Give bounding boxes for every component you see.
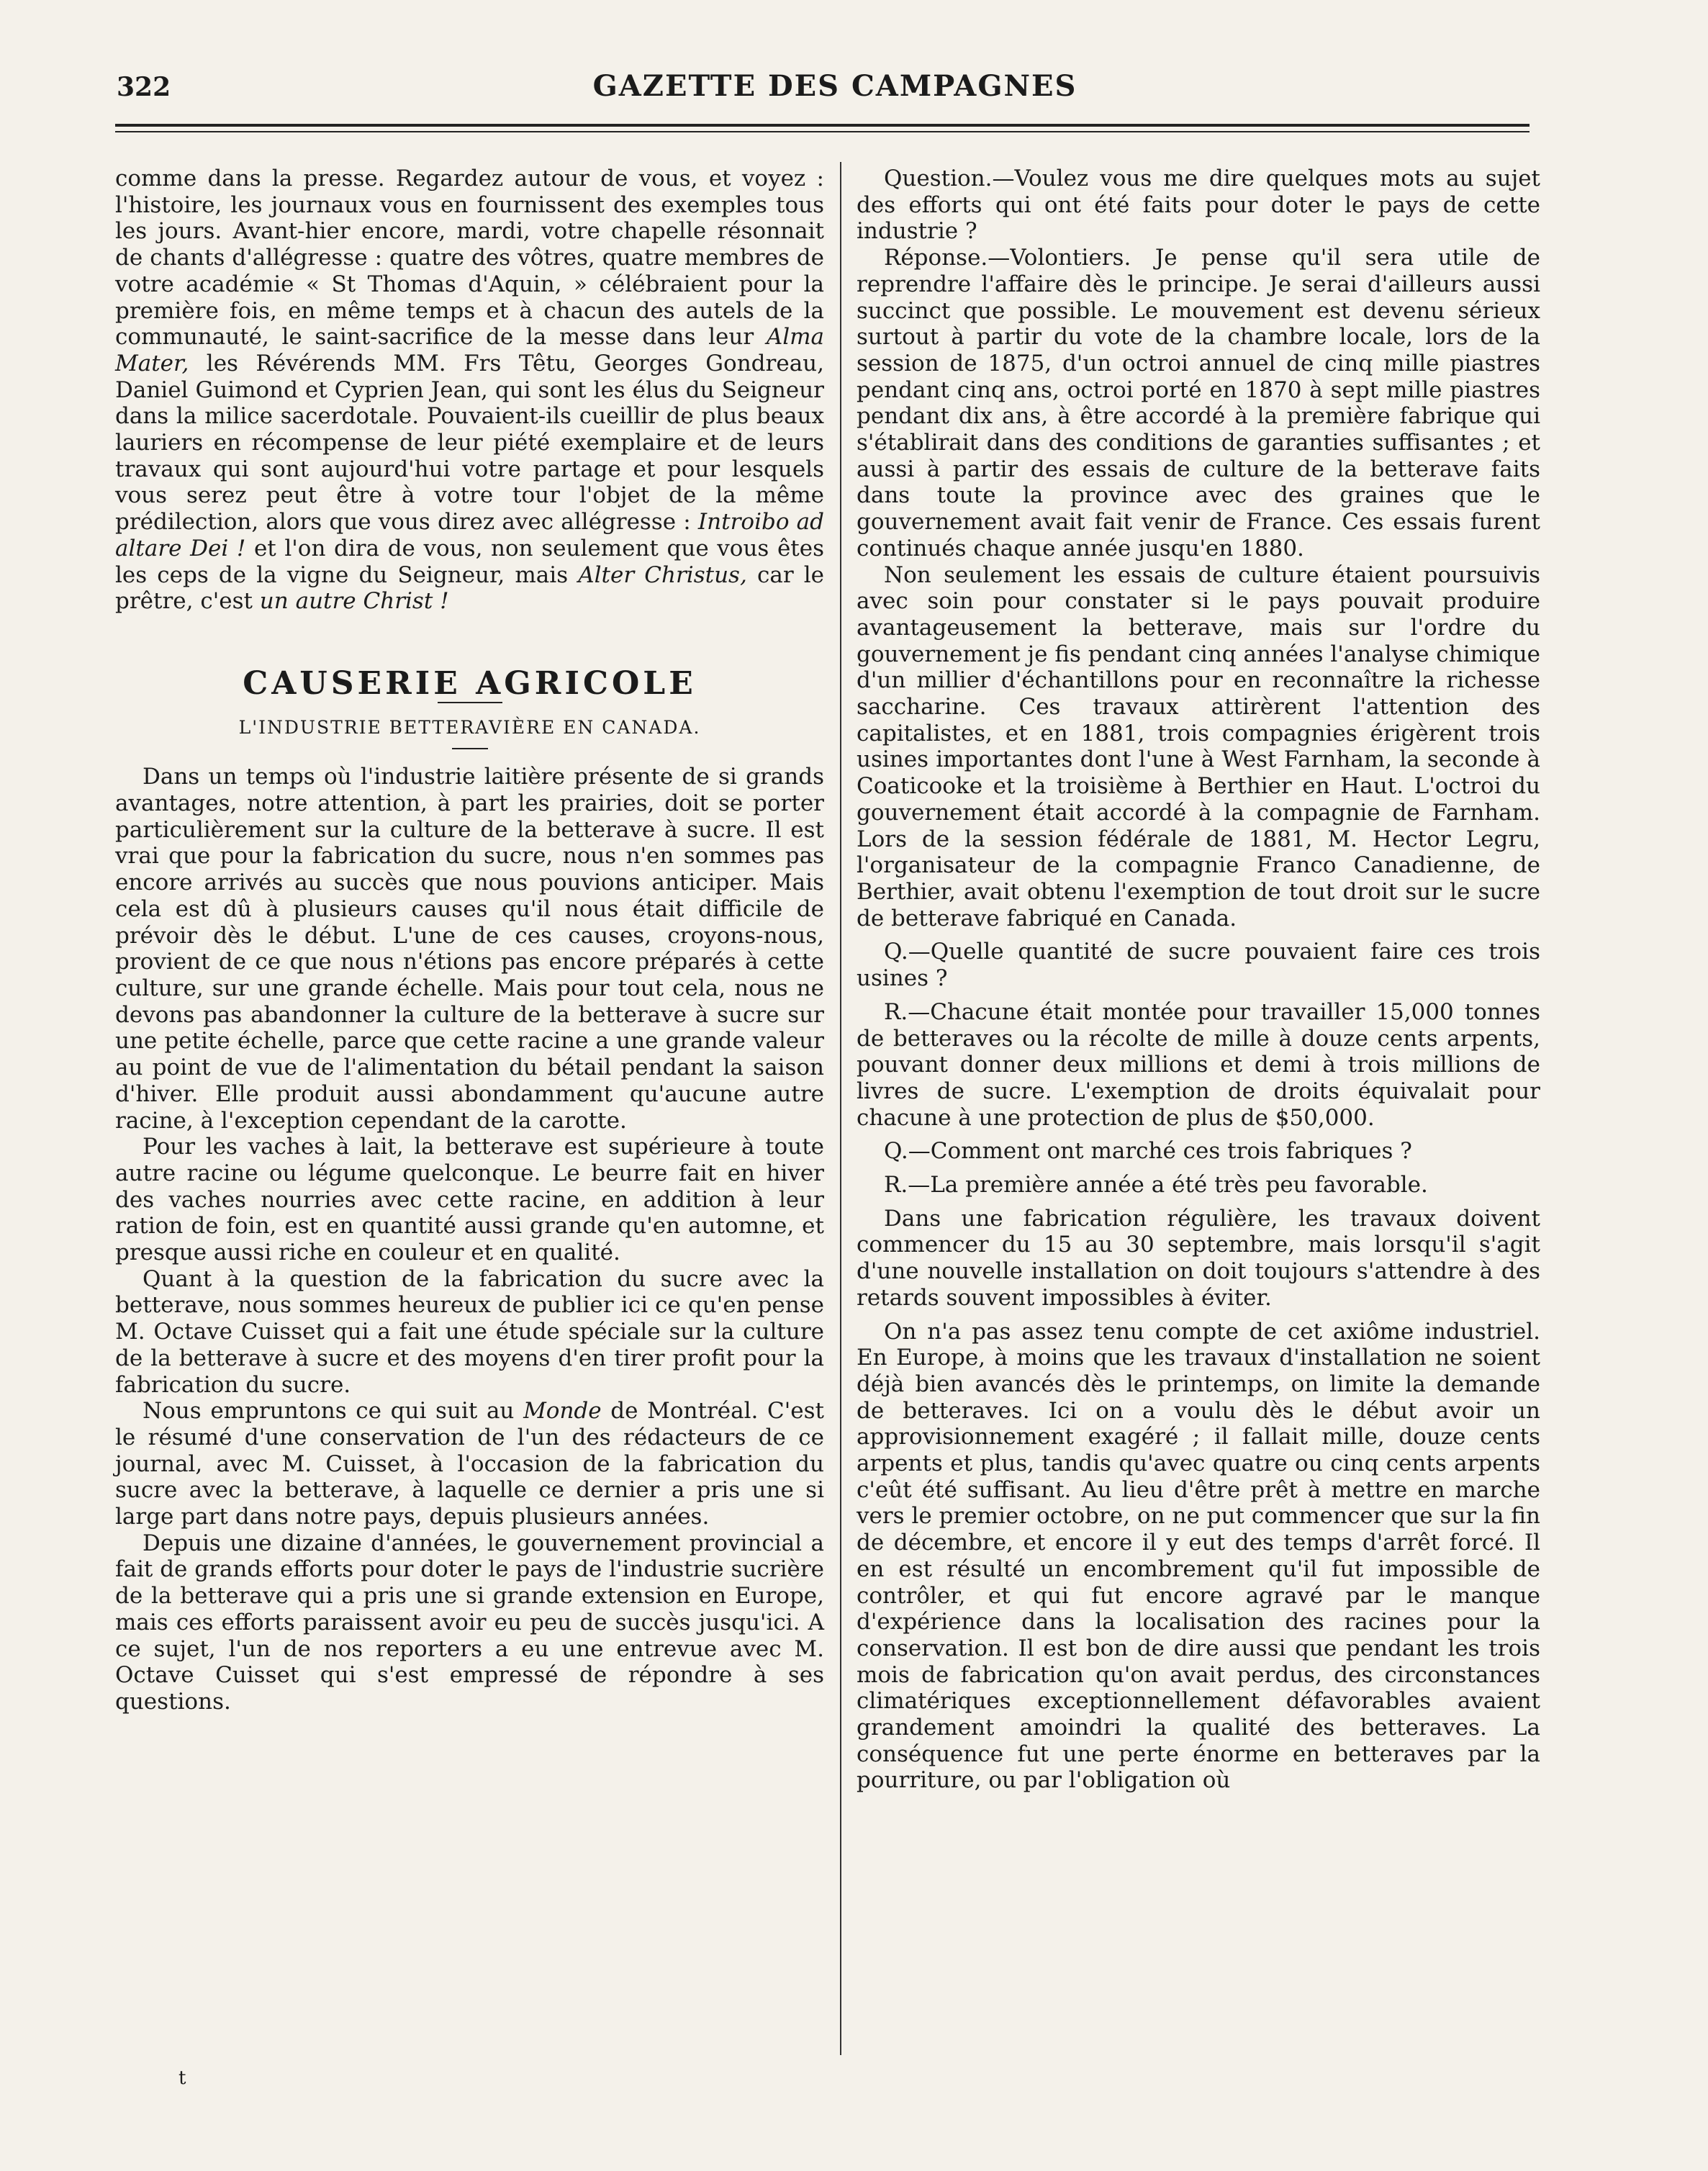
intro-italic-1: Alma Mater, (115, 324, 825, 376)
paragraph-2: Pour les vaches à lait, la betterave est supérieure à toute autre racine ou légume quelconque. Le beurre fait en hiver des vaches nourries avec cette racine, en addition à leur ration de foin, est en quantité aussi grande qu'en automne, et presque aussi riche en couleur et en qualité. (115, 1134, 824, 1266)
header-rule-thin (115, 131, 1529, 132)
subheading-rule (452, 748, 488, 749)
column-divider (840, 162, 841, 2055)
paragraph-1: Dans un temps où l'industrie laitière présente de si grands avantages, notre attention, à part les prairies, doit se porter particulièrement sur la culture de la betterave à sucre. Il est vrai que pour la fabrication du sucre, nous n'en sommes pas encore arrivés au succès que nous pouvions anticiper. Mais cela est dû à plusieurs causes qu'il nous était difficile de prévoir dès le début. L'une de ces causes, croyons-nous, provient de ce que nous n'étions pas encore préparés à cette culture, sur une grande échelle. Mais pour tout cela, nous ne devons pas abandonner la culture de la betterave à sucre sur une petite échelle, parce que cette racine a une grande valeur au point de vue de l'alimentation du bétail pendant la saison d'hiver. Elle produit aussi abondamment qu'aucune autre racine, à l'exception cependant de la carotte. (115, 764, 824, 1134)
answer-3-continued: Dans une fabrication régulière, les travaux doivent commencer du 15 au 30 septembre, mais lorsqu'il s'agit d'une nouvelle installation on doit toujours s'attendre à des retards souvent impossibles à éviter. (857, 1205, 1540, 1311)
question-1: Question.—Voulez vous me dire quelques mots au sujet des efforts qui ont été faits pour doter le pays de cette industrie ? (857, 166, 1540, 245)
right-column (857, 166, 1540, 1794)
section-subheading: L'INDUSTRIE BETTERAVIÈRE EN CANADA. (238, 716, 701, 738)
paragraph-4-text-a: Nous empruntons ce qui suit au (143, 1398, 515, 1425)
paragraph-5: Depuis une dizaine d'années, le gouvernement provincial a fait de grands efforts pour doter le pays de l'industrie sucrière de la betterave qui a pris une si grande extension en Europe, mais ces efforts paraissent avoir eu peu de succès jusqu'ici. A ce sujet, l'un de nos reporters a eu une entrevue avec M. Octave Cuisset qui s'est empressé de répondre à ses questions. (115, 1530, 824, 1715)
paragraph-4-text-b: de Montréal. C'est le résumé d'une conservation de l'un des rédacteurs de ce journal, avec M. Cuisset, à l'occasion de la fabrication du sucre avec la betterave, à laquelle ce dernier a pris une si large part dans notre pays, depuis plusieurs années. (115, 1398, 824, 1530)
question-3: Q.—Comment ont marché ces trois fabriques ? (884, 1138, 1412, 1165)
intro-italic-3: Alter Christus, (578, 561, 747, 588)
answer-3-continued-2: On n'a pas assez tenu compte de cet axiôme industriel. En Europe, à moins que les travaux d'installation ne soient déjà bien avancés dès le printemps, on limite la demande de betteraves. Ici on a voulu dès le début avoir un approvisionnement exagéré ; il fallait mille, douze cents arpents et plus, tandis qu'avec quatre ou cinq cents arpents c'eût été suffisant. Au lieu d'être prêt à mettre en marche vers le premier octobre, on ne put commencer que sur la fin de décembre, et encore il y eut des temps d'arrêt forcé. Il en est résulté un encombrement qu'il fut impossible de contrôler, et qui fut encore agravé par le manque d'expérience dans la localisation des racines pour la conservation. Il est bon de dire aussi que pendant les trois mois de fabrication qu'on avait perdus, des circonstances climatériques exceptionnellement défavorables avaient grandement amoindri la qualité des betteraves. La conséquence fut une perte énorme en betteraves par la pourriture, ou par l'obligation où (857, 1318, 1540, 1794)
paragraph-3: Quant à la question de la fabrication du sucre avec la betterave, nous sommes heureux de publier ici ce qu'en pense M. Octave Cuisset qui a fait une étude spéciale sur la culture de la betterave à sucre et des moyens d'en tirer profit pour la fabrication du sucre. (115, 1265, 824, 1398)
heading-rule (438, 702, 502, 703)
question-2: Q.—Quelle quantité de sucre pouvaient faire ces trois usines ? (857, 939, 1540, 992)
header-rule-thick (115, 124, 1529, 127)
page-number: 322 (117, 72, 171, 102)
answer-2: R.—Chacune était montée pour travailler 15,000 tonnes de betteraves ou la récolte de mille à douze cents arpents, pouvant donner deux millions et demi à trois millions de livres de sucre. L'exemption de droits équivalait pour chacune à une protection de plus de $50,000. (857, 998, 1540, 1131)
section-heading: CAUSERIE AGRICOLE (243, 664, 697, 702)
answer-1: Réponse.—Volontiers. Je pense qu'il sera utile de reprendre l'affaire dès le principe. Je serai d'ailleurs aussi succinct que possible. Le mouvement est devenu sérieux surtout à partir du vote de la chambre locale, lors de la session de 1875, d'un octroi annuel de cinq mille piastres pendant cinq ans, octroi porté en 1870 à sept mille piastres pendant dix ans, à être accordé à la première fabrique qui s'établirait dans des conditions de garanties suffisantes ; et aussi à partir des essais de culture de la betterave faits dans toute la province avec des graines que le gouvernement avait fait venir de France. Ces essais furent continués chaque année jusqu'en 1880. (857, 245, 1540, 561)
intro-italic-2: Introibo ad altare Dei ! (115, 509, 824, 561)
intro-text-3: et l'on dira de vous, non seulement que vous êtes les ceps de la vigne du Seigneur, mais (115, 535, 825, 588)
paragraph-4 (115, 1398, 824, 1530)
left-column (115, 166, 824, 1715)
intro-text: comme dans la presse. Regardez autour de vous, et voyez : l'histoire, les journaux vous en fournissent des exemples tous les jours. Avant-hier encore, mardi, votre chapelle résonnait de chants d'allégresse : quatre des vôtres, quatre membres de votre académie « St Thomas d'Aquin, » célébraient pour la première fois, en même temps et à chacun des autels de la communauté, le saint-sacrifice de la messe dans leur (115, 166, 824, 351)
stray-mark: t (179, 2067, 186, 2089)
paragraph-4-italic: Monde (523, 1398, 602, 1425)
intro-text-2: les Révérends MM. Frs Têtu, Georges Gondreau, Daniel Guimond et Cyprien Jean, qui sont les élus du Seigneur dans la milice sacerdotale. Pouvaient-ils cueillir de plus beaux lauriers en récompense de leur piété exemplaire et de leurs travaux qui sont aujourd'hui votre partage et pour lesquels vous serez peut être à votre tour l'objet de la même prédilection, alors que vous direz avec allégresse : (115, 350, 824, 536)
intro-text-4: car le prêtre, c'est (115, 561, 825, 615)
answer-1-continued: Non seulement les essais de culture étaient poursuivis avec soin pour constater si le pays pouvait produire avantageusement la betterave, mais sur l'ordre du gouvernement je fis pendant cinq années l'analyse chimique d'un millier d'échantillons pour en reconnaître la richesse saccharine. Ces travaux attirèrent l'attention des capitalistes, et en 1881, trois compagnies érigèrent trois usines importantes dont l'une à West Farnham, la seconde à Coaticooke et la troisième à Berthier en Haut. L'octroi du gouvernement était accordé à la compagnie de Farnham. Lors de la session fédérale de 1881, M. Hector Legru, l'organisateur de la compagnie Franco Canadienne, de Berthier, avait obtenu l'exemption de tout droit sur le sucre de betterave fabriqué en Canada. (857, 561, 1540, 931)
intro-paragraph (115, 166, 824, 615)
intro-italic-4: un autre Christ ! (259, 588, 449, 615)
masthead-title: GAZETTE DES CAMPAGNES (592, 69, 1077, 103)
answer-3: R.—La première année a été très peu favorable. (884, 1172, 1428, 1199)
